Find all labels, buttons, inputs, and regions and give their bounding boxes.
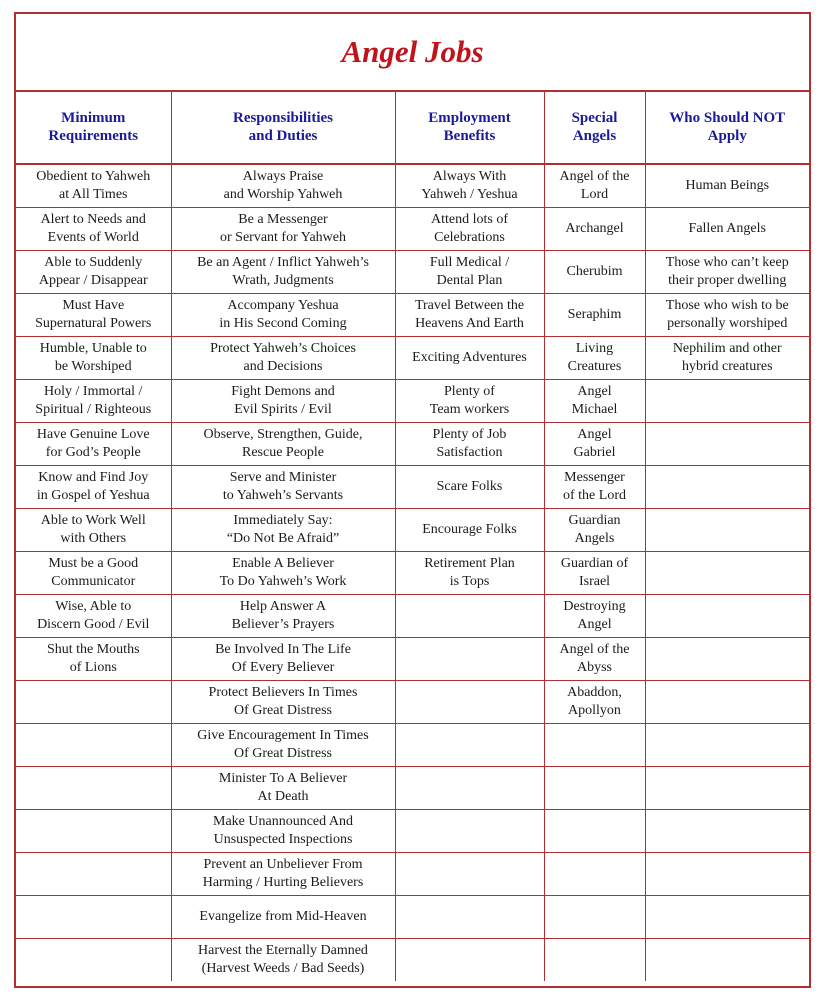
cell-special-angel xyxy=(544,939,645,982)
cell-who-should-not-apply xyxy=(645,294,809,337)
cell-line: Scare Folks xyxy=(436,479,503,494)
cell-line: Holy / Immortal / xyxy=(44,384,143,399)
cell-minimum-requirement xyxy=(16,552,171,595)
cell-line: Exciting Adventures xyxy=(412,350,527,365)
cell-line: Events of World xyxy=(47,230,139,245)
cell-responsibility xyxy=(171,724,395,767)
cell-line: Of Every Believer xyxy=(231,660,335,675)
cell-employment-benefit xyxy=(395,164,544,208)
cell-line: Rescue People xyxy=(241,445,325,460)
cell-line: Wrath, Judgments xyxy=(232,273,334,288)
cell-line: Must Have xyxy=(62,298,125,313)
cell-line: Minister To A Believer xyxy=(218,771,348,786)
cell-employment-benefit xyxy=(395,337,544,380)
cell-line: Michael xyxy=(571,402,618,417)
cell-line: Guardian of xyxy=(560,556,629,571)
cell-line: Archangel xyxy=(565,221,624,236)
cell-employment-benefit xyxy=(395,939,544,982)
cell-line: with Others xyxy=(60,531,127,546)
table-row xyxy=(16,939,809,982)
cell-line: in Gospel of Yeshua xyxy=(36,488,150,503)
table-row xyxy=(16,509,809,552)
cell-line: Serve and Minister xyxy=(229,470,337,485)
cell-line: Believer’s Prayers xyxy=(231,617,335,632)
cell-line: Angel of the xyxy=(559,642,630,657)
cell-minimum-requirement xyxy=(16,810,171,853)
cell-special-angel xyxy=(544,509,645,552)
angel-jobs-table-frame xyxy=(14,12,811,988)
cell-minimum-requirement xyxy=(16,251,171,294)
cell-line: Guardian xyxy=(568,513,621,528)
cell-line: Humble, Unable to xyxy=(39,341,147,356)
cell-line: Unsuspected Inspections xyxy=(213,832,353,847)
table-row xyxy=(16,681,809,724)
cell-responsibility xyxy=(171,337,395,380)
cell-line: Be a Messenger xyxy=(238,212,328,227)
cell-who-should-not-apply xyxy=(645,380,809,423)
cell-line: Heavens And Earth xyxy=(415,316,524,331)
cell-minimum-requirement xyxy=(16,724,171,767)
cell-line: Make Unannounced And xyxy=(213,814,353,829)
cell-who-should-not-apply xyxy=(645,466,809,509)
table-row xyxy=(16,208,809,251)
cell-line: Angel xyxy=(577,617,612,632)
cell-line: Abyss xyxy=(576,660,612,675)
cell-line: Celebrations xyxy=(434,230,505,245)
cell-who-should-not-apply xyxy=(645,681,809,724)
cell-minimum-requirement xyxy=(16,337,171,380)
cell-responsibility xyxy=(171,208,395,251)
cell-line: Protect Yahweh’s Choices xyxy=(210,341,356,356)
cell-line: Retirement Plan xyxy=(424,556,515,571)
cell-line: Special xyxy=(571,109,618,126)
cell-who-should-not-apply xyxy=(645,552,809,595)
table-row xyxy=(16,466,809,509)
cell-line: Harvest the Eternally Damned xyxy=(198,943,368,958)
cell-line: At Death xyxy=(257,789,309,804)
cell-special-angel xyxy=(544,251,645,294)
cell-line: and Decisions xyxy=(243,359,323,374)
cell-line: Shut the Mouths xyxy=(46,642,140,657)
cell-minimum-requirement xyxy=(16,509,171,552)
cell-line: Creatures xyxy=(567,359,622,374)
col-header-special-angels xyxy=(544,90,645,164)
cell-employment-benefit xyxy=(395,380,544,423)
table-row xyxy=(16,724,809,767)
cell-special-angel xyxy=(544,767,645,810)
cell-line: Encourage Folks xyxy=(422,522,517,537)
cell-line: Of Great Distress xyxy=(234,746,332,761)
cell-line: Enable A Believer xyxy=(232,556,334,571)
cell-line: Seraphim xyxy=(567,307,622,322)
cell-line: Satisfaction xyxy=(436,445,503,460)
table-row xyxy=(16,552,809,595)
cell-who-should-not-apply xyxy=(645,164,809,208)
cell-line: Alert to Needs and xyxy=(40,212,146,227)
cell-employment-benefit xyxy=(395,767,544,810)
col-header-employment-benefits xyxy=(395,90,544,164)
cell-who-should-not-apply xyxy=(645,423,809,466)
cell-minimum-requirement xyxy=(16,638,171,681)
cell-employment-benefit xyxy=(395,724,544,767)
cell-line: Full Medical / xyxy=(429,255,510,270)
cell-line: Harming / Hurting Believers xyxy=(202,875,364,890)
cell-employment-benefit xyxy=(395,466,544,509)
cell-line: Israel xyxy=(578,574,611,589)
table-row xyxy=(16,810,809,853)
cell-line: Plenty of xyxy=(444,384,495,399)
cell-line: is Tops xyxy=(449,574,490,589)
cell-line: Plenty of Job xyxy=(432,427,507,442)
cell-responsibility xyxy=(171,595,395,638)
cell-employment-benefit xyxy=(395,853,544,896)
header-row xyxy=(16,90,809,164)
cell-line: Destroying xyxy=(563,599,626,614)
cell-employment-benefit xyxy=(395,251,544,294)
cell-line: Able to Work Well xyxy=(40,513,146,528)
cell-line: Evangelize from Mid-Heaven xyxy=(199,909,367,924)
cell-line: Communicator xyxy=(51,574,136,589)
cell-line: Responsibilities xyxy=(232,109,334,126)
cell-who-should-not-apply xyxy=(645,509,809,552)
cell-line: Living xyxy=(575,341,614,356)
cell-line: Fallen Angels xyxy=(688,221,766,236)
cell-special-angel xyxy=(544,423,645,466)
cell-line: Who Should NOT xyxy=(669,109,786,126)
cell-line: Apply xyxy=(707,127,747,144)
cell-line: Obedient to Yahweh xyxy=(36,169,151,184)
cell-employment-benefit xyxy=(395,208,544,251)
cell-who-should-not-apply xyxy=(645,896,809,939)
jobs-table xyxy=(16,90,809,981)
cell-responsibility xyxy=(171,939,395,982)
cell-line: Prevent an Unbeliever From xyxy=(203,857,363,872)
cell-line: Travel Between the xyxy=(414,298,525,313)
cell-who-should-not-apply xyxy=(645,208,809,251)
cell-who-should-not-apply xyxy=(645,595,809,638)
cell-line: of Lions xyxy=(69,660,117,675)
table-row xyxy=(16,251,809,294)
cell-special-angel xyxy=(544,896,645,939)
cell-line: (Harvest Weeds / Bad Seeds) xyxy=(201,961,365,976)
cell-minimum-requirement xyxy=(16,853,171,896)
cell-employment-benefit xyxy=(395,681,544,724)
cell-responsibility xyxy=(171,509,395,552)
cell-line: Employment xyxy=(428,109,511,126)
cell-line: in His Second Coming xyxy=(219,316,347,331)
cell-line: Immediately Say: xyxy=(233,513,333,528)
cell-line: Yahweh / Yeshua xyxy=(421,187,518,202)
cell-line: Have Genuine Love xyxy=(36,427,150,442)
cell-line: Give Encouragement In Times xyxy=(197,728,369,743)
table-row xyxy=(16,638,809,681)
cell-minimum-requirement xyxy=(16,423,171,466)
cell-responsibility xyxy=(171,294,395,337)
cell-line: Angels xyxy=(574,531,615,546)
table-row xyxy=(16,896,809,939)
cell-line: Team workers xyxy=(429,402,510,417)
cell-responsibility xyxy=(171,380,395,423)
table-row xyxy=(16,294,809,337)
cell-line: at All Times xyxy=(59,187,128,202)
cell-who-should-not-apply xyxy=(645,337,809,380)
cell-who-should-not-apply xyxy=(645,724,809,767)
cell-minimum-requirement xyxy=(16,164,171,208)
cell-line: Of Great Distress xyxy=(234,703,332,718)
cell-employment-benefit xyxy=(395,638,544,681)
cell-line: “Do Not Be Afraid” xyxy=(226,531,340,546)
cell-line: their proper dwelling xyxy=(668,273,787,288)
cell-special-angel xyxy=(544,638,645,681)
cell-line: Gabriel xyxy=(573,445,616,460)
cell-line: Protect Believers In Times xyxy=(208,685,358,700)
cell-who-should-not-apply xyxy=(645,767,809,810)
table-row xyxy=(16,337,809,380)
cell-who-should-not-apply xyxy=(645,939,809,982)
table-row xyxy=(16,423,809,466)
page-title: Angel Jobs xyxy=(16,14,809,92)
cell-line: Angel xyxy=(577,384,612,399)
cell-special-angel xyxy=(544,552,645,595)
cell-line: Cherubim xyxy=(566,264,623,279)
cell-responsibility xyxy=(171,466,395,509)
cell-line: be Worshiped xyxy=(54,359,132,374)
cell-who-should-not-apply xyxy=(645,638,809,681)
cell-line: Supernatural Powers xyxy=(35,316,152,331)
cell-employment-benefit xyxy=(395,423,544,466)
cell-special-angel xyxy=(544,294,645,337)
cell-line: Angel xyxy=(577,427,612,442)
cell-line: Angel of the xyxy=(559,169,630,184)
cell-line: Be Involved In The Life xyxy=(215,642,351,657)
cell-employment-benefit xyxy=(395,810,544,853)
cell-responsibility xyxy=(171,853,395,896)
cell-line: Help Answer A xyxy=(239,599,327,614)
cell-line: Always Praise xyxy=(242,169,324,184)
cell-special-angel xyxy=(544,208,645,251)
cell-employment-benefit xyxy=(395,552,544,595)
cell-line: to Yahweh’s Servants xyxy=(222,488,344,503)
table-row xyxy=(16,853,809,896)
cell-line: Know and Find Joy xyxy=(38,470,149,485)
table-row xyxy=(16,164,809,208)
cell-special-angel xyxy=(544,595,645,638)
cell-line: Nephilim and other xyxy=(672,341,782,356)
cell-minimum-requirement xyxy=(16,380,171,423)
cell-line: Attend lots of xyxy=(431,212,508,227)
cell-line: Apollyon xyxy=(568,703,621,718)
cell-line: Messenger xyxy=(564,470,625,485)
cell-special-angel xyxy=(544,380,645,423)
cell-responsibility xyxy=(171,164,395,208)
cell-responsibility xyxy=(171,552,395,595)
cell-line: or Servant for Yahweh xyxy=(220,230,346,245)
cell-minimum-requirement xyxy=(16,767,171,810)
cell-line: Observe, Strengthen, Guide, xyxy=(203,427,363,442)
cell-special-angel xyxy=(544,681,645,724)
cell-line: for God’s People xyxy=(45,445,141,460)
cell-employment-benefit xyxy=(395,595,544,638)
cell-line: of the Lord xyxy=(563,488,626,503)
cell-responsibility xyxy=(171,767,395,810)
cell-line: Accompany Yeshua xyxy=(227,298,339,313)
cell-line: Requirements xyxy=(48,127,139,144)
table-row xyxy=(16,595,809,638)
col-header-minimum-requirements xyxy=(16,90,171,164)
table-row xyxy=(16,380,809,423)
cell-line: Abaddon, xyxy=(567,685,622,700)
cell-special-angel xyxy=(544,466,645,509)
cell-special-angel xyxy=(544,724,645,767)
cell-line: hybrid creatures xyxy=(681,359,773,374)
cell-line: Those who wish to be xyxy=(665,298,789,313)
cell-employment-benefit xyxy=(395,509,544,552)
cell-line: personally worshiped xyxy=(667,316,788,331)
cell-employment-benefit xyxy=(395,896,544,939)
col-header-who-should-not-apply xyxy=(645,90,809,164)
cell-line: Appear / Disappear xyxy=(38,273,148,288)
cell-line: Evil Spirits / Evil xyxy=(234,402,332,417)
cell-line: Lord xyxy=(580,187,609,202)
cell-special-angel xyxy=(544,164,645,208)
cell-responsibility xyxy=(171,896,395,939)
cell-line: Be an Agent / Inflict Yahweh’s xyxy=(197,255,369,270)
cell-special-angel xyxy=(544,853,645,896)
cell-line: Wise, Able to xyxy=(55,599,132,614)
cell-line: Spiritual / Righteous xyxy=(35,402,152,417)
cell-minimum-requirement xyxy=(16,595,171,638)
cell-line: and Worship Yahweh xyxy=(223,187,343,202)
cell-line: Human Beings xyxy=(685,178,770,193)
cell-responsibility xyxy=(171,810,395,853)
cell-line: Dental Plan xyxy=(436,273,503,288)
cell-special-angel xyxy=(544,810,645,853)
cell-who-should-not-apply xyxy=(645,810,809,853)
cell-minimum-requirement xyxy=(16,681,171,724)
cell-minimum-requirement xyxy=(16,939,171,982)
col-header-responsibilities xyxy=(171,90,395,164)
table-row xyxy=(16,767,809,810)
cell-line: and Duties xyxy=(248,127,318,144)
cell-line: Angels xyxy=(572,127,617,144)
cell-responsibility xyxy=(171,251,395,294)
cell-line: Able to Suddenly xyxy=(44,255,143,270)
cell-responsibility xyxy=(171,638,395,681)
cell-line: Those who can’t keep xyxy=(665,255,789,270)
cell-line: Minimum xyxy=(61,109,126,126)
cell-line: Discern Good / Evil xyxy=(37,617,150,632)
cell-responsibility xyxy=(171,423,395,466)
cell-minimum-requirement xyxy=(16,896,171,939)
cell-employment-benefit xyxy=(395,294,544,337)
cell-responsibility xyxy=(171,681,395,724)
cell-minimum-requirement xyxy=(16,466,171,509)
cell-special-angel xyxy=(544,337,645,380)
cell-line: To Do Yahweh’s Work xyxy=(219,574,347,589)
cell-who-should-not-apply xyxy=(645,853,809,896)
cell-line: Fight Demons and xyxy=(231,384,335,399)
cell-minimum-requirement xyxy=(16,208,171,251)
cell-minimum-requirement xyxy=(16,294,171,337)
cell-line: Always With xyxy=(432,169,507,184)
cell-line: Benefits xyxy=(443,127,496,144)
cell-line: Must be a Good xyxy=(48,556,139,571)
cell-who-should-not-apply xyxy=(645,251,809,294)
